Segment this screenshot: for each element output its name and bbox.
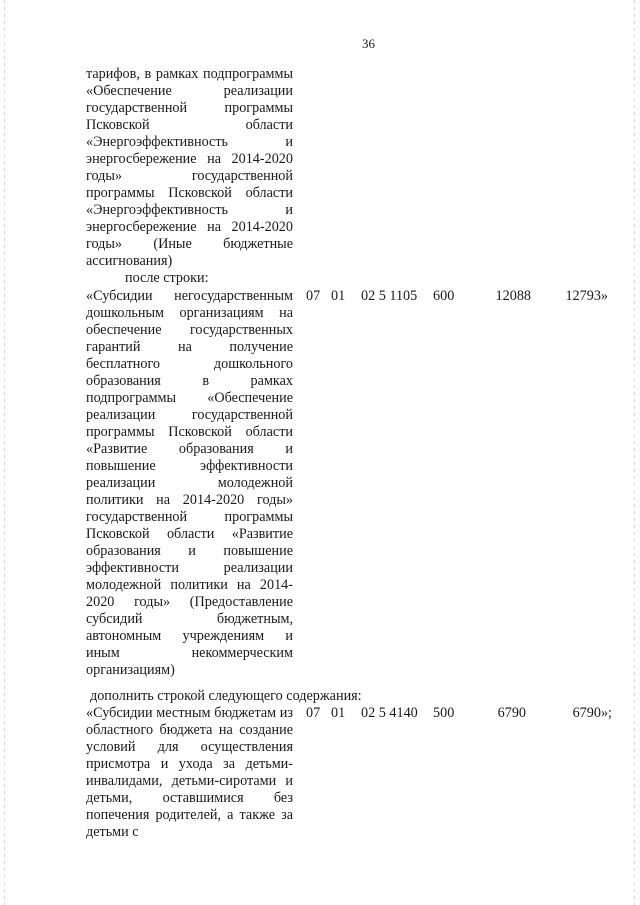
page-number: 36 <box>362 36 375 51</box>
row1-subsection: 01 <box>331 288 346 304</box>
page-edge-left <box>4 0 5 905</box>
block1-description: тарифов, в рамках подпрограммы «Обеспечение реализации государственной программы Псковской области «Энергоэффективность и энергосбережение на 2014-2020 годы» государственной программы Псковской области «Энергоэффективность и энергосбережение на 2014-2020 годы» (Иные бюджетные ассигнования) <box>86 66 293 269</box>
row1-section: 07 <box>306 288 321 304</box>
after-row-line: после строки: <box>125 270 209 286</box>
row2-expense-type: 500 <box>433 705 455 721</box>
row1-amount-2: 12793» <box>565 288 608 304</box>
row1-description: «Субсидии негосударственным дошкольным организациям на обеспечение государственных гарантий на получение бесплатного дошкольного образования в рамках подпрограммы «Обеспечение реализации государственной программы Псковской области «Развитие образования и повышение эффективности реализации молодежной политики на 2014-2020 годы» государственной программы Псковской области «Развитие образования и повышение эффективности реализации молодежной политики на 2014-2020 годы» (Предоставление субсидий бюджетным, автономным учреждениям и иным некоммерческим организациям) <box>86 288 293 678</box>
page-edge-right <box>634 0 635 905</box>
row2-description: «Субсидии местным бюджетам из областного бюджета на создание условий для осуществления присмотра и ухода за детьми-инвалидами, детьми-сиротами и детьми, оставшимися без попечения родителей, а также за детьми с <box>86 705 293 840</box>
row1-target-article: 02 5 1105 <box>361 288 418 304</box>
row1-amount-1: 12088 <box>495 288 531 304</box>
row1-expense-type: 600 <box>433 288 455 304</box>
row2-amount-1: 6790 <box>497 705 526 721</box>
row2-amount-2: 6790»; <box>572 705 612 721</box>
row2-target-article: 02 5 4140 <box>361 705 418 721</box>
row2-section: 07 <box>306 705 321 721</box>
row2-subsection: 01 <box>331 705 346 721</box>
supplement-line: дополнить строкой следующего содержания: <box>90 688 362 704</box>
